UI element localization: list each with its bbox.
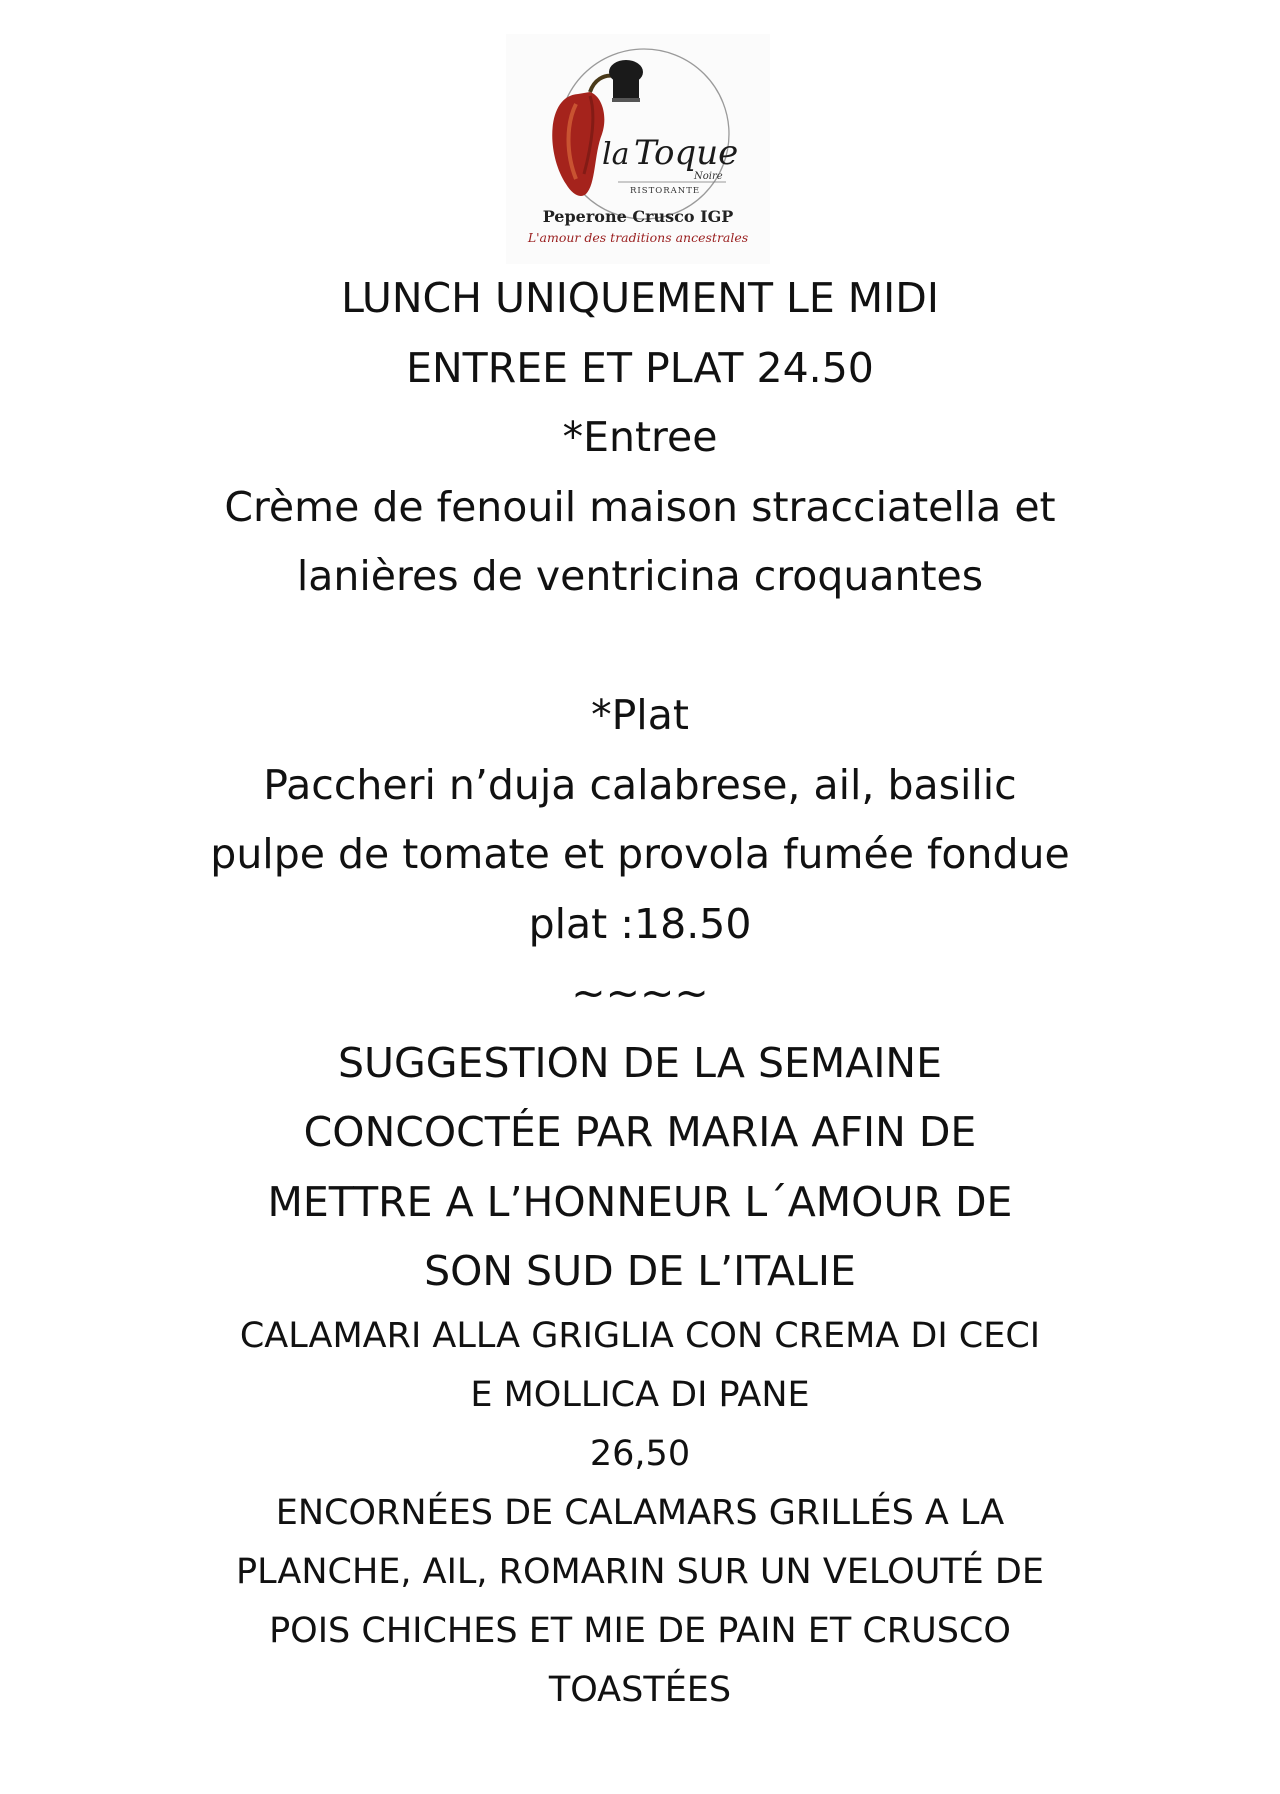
logo-tagline-motto: L'amour des traditions ancestrales [527,230,749,245]
lunch-heading: LUNCH UNIQUEMENT LE MIDI [341,274,939,322]
svg-text:RISTORANTE: RISTORANTE [630,186,701,196]
restaurant-logo [506,34,770,264]
dish-french-line: TOASTÉES [548,1669,732,1710]
suggestion-heading-line: SUGGESTION DE LA SEMAINE [337,1038,942,1087]
svg-text:Toque: Toque [634,133,739,173]
entree-label: *Entree [562,413,718,461]
dish-price: 26,50 [589,1433,691,1474]
suggestion-heading-line: SON SUD DE L’ITALIE [424,1247,856,1295]
red-pepper-icon [552,92,604,196]
dish-italian-line: CALAMARI ALLA GRIGLIA CON CREMA DI CECI [239,1315,1041,1356]
plat-price: plat :18.50 [528,899,752,948]
entree-description-line: lanières de ventricina croquantes [296,552,984,600]
formula-price: ENTREE ET PLAT 24.50 [406,343,874,392]
menu-text [0,264,1280,1720]
plat-label: *Plat [591,691,689,739]
logo-tagline-product: Peperone Crusco IGP [542,207,734,226]
suggestion-heading-line: METTRE A L’HONNEUR L´AMOUR DE [267,1177,1013,1226]
dish-italian-line: E MOLLICA DI PANE [470,1374,810,1415]
chef-hat-icon [609,60,643,102]
dish-french-line: POIS CHICHES ET MIE DE PAIN ET CRUSCO [269,1610,1011,1651]
svg-text:Noire: Noire [694,171,723,182]
section-separator: ~~~~ [571,969,709,1017]
suggestion-heading-line: CONCOCTÉE PAR MARIA AFIN DE [303,1108,977,1156]
plat-description-line: pulpe de tomate et provola fumée fondue [210,830,1070,878]
spacer [0,612,1280,682]
entree-description-line: Crème de fenouil maison stracciatella et [224,482,1056,531]
dish-french-line: PLANCHE, AIL, ROMARIN SUR UN VELOUTÉ DE [236,1551,1044,1592]
plat-description-line: Paccheri n’duja calabrese, ail, basilic [263,760,1017,809]
dish-french-line: ENCORNÉES DE CALAMARS GRILLÉS A LA [275,1492,1005,1533]
svg-text:la: la [602,137,630,172]
